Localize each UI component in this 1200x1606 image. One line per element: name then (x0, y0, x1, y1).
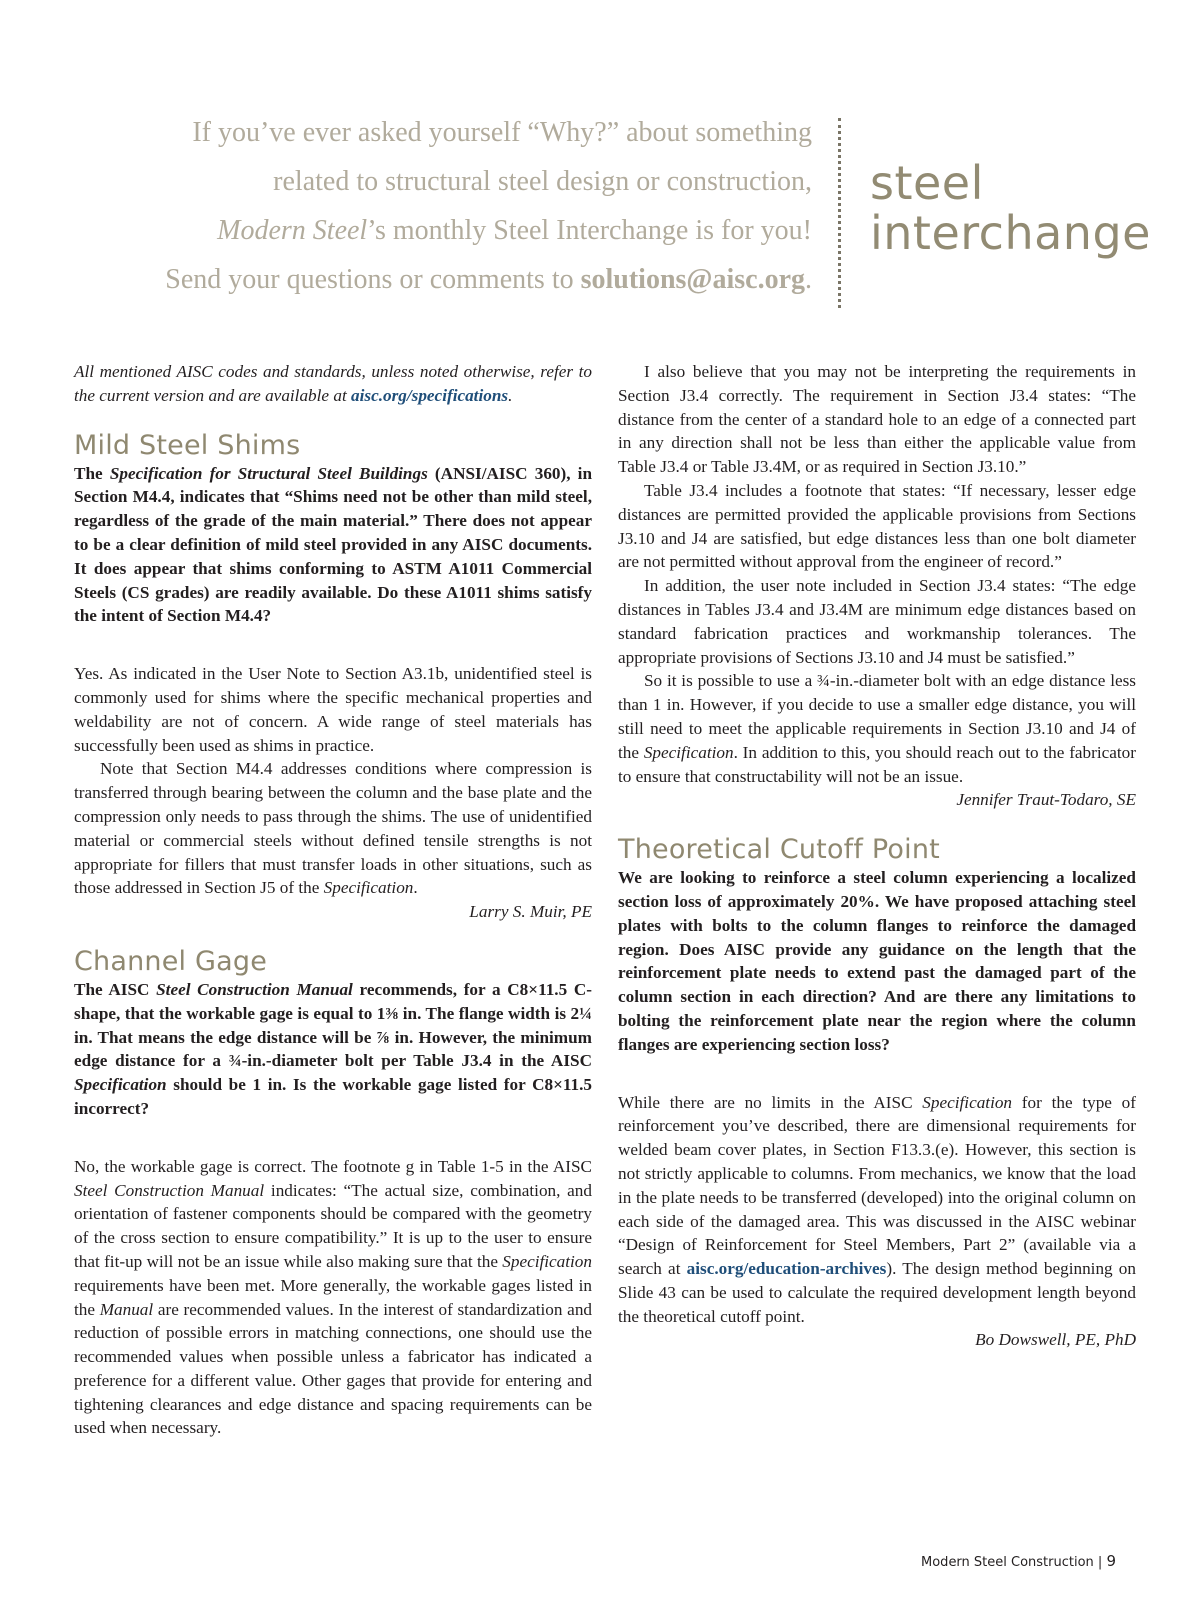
page-footer (921, 1552, 1116, 1570)
article-title-cutoff: Theoretical Cutoff Point (618, 834, 940, 866)
masthead-line-2: interchange (870, 206, 1151, 260)
answer-text: So it is possible to use a ¾-in.-diameter bolt with an edge distance less than 1 in. However, if you decide to use a smaller edge distance, you will still need to meet the applicable requirements in Section J3.10 and J4 of the (618, 671, 1136, 762)
left-column (74, 360, 592, 1440)
answer-gage-p1 (74, 1155, 592, 1441)
article-title-shims: Mild Steel Shims (74, 429, 301, 461)
intro-line-2: related to structural steel design or construction, (273, 166, 812, 197)
question-italic: Specification (74, 1075, 167, 1095)
answer-text: ). The design method beginning on Slide 43 can be used to calculate the required development length beyond the theoretical cutoff point. (618, 1259, 1136, 1326)
answer-gage-p5 (618, 669, 1136, 788)
section-masthead (870, 158, 1151, 258)
disclaimer-end: . (508, 385, 513, 405)
intro-line-3 (60, 206, 812, 255)
right-column (618, 360, 1136, 1352)
author-cutoff: Bo Dowswell, PE, PhD (975, 1330, 1136, 1350)
intro-line-3-rest: ’s monthly Steel Interchange is for you! (367, 215, 812, 246)
question-cutoff: We are looking to reinforce a steel column experiencing a localized section loss of approximately 20%. We have proposed attaching steel plates with bolts to the column flanges to reinforce the damaged region. Does AISC provide any guidance on the length that the reinforcement plate needs to extend past the damaged part of the column section in each direction? And are there any limitations to bolting the reinforcement plate near the region where the column flanges are experiencing section loss? (618, 868, 1136, 1054)
question-text: The AISC (74, 979, 157, 999)
page-number: 9 (1106, 1552, 1116, 1570)
answer-text: requirements have been met. More generally, the workable gages listed in the (74, 1275, 592, 1319)
intro-blurb (60, 108, 812, 304)
answer-cutoff (618, 1091, 1136, 1329)
intro-line-1: If you’ve ever asked yourself “Why?” about something (192, 117, 812, 148)
answer-text: No, the workable gage is correct. The footnote g in Table 1-5 in the AISC (74, 1156, 592, 1176)
answer-text: indicates: “The actual size, combination, and orientation of fastener components should be compared with the geometry of the cross section to ensure compatibility.” It is up to the user to ensure that fit-up will not be an issue while also making sure that the (74, 1180, 592, 1271)
question-shims (74, 462, 592, 629)
answer-text: . (413, 878, 418, 898)
answer-italic: Specification (922, 1092, 1013, 1112)
author-shims: Larry S. Muir, PE (469, 902, 592, 922)
disclaimer (74, 360, 592, 408)
intro-line-4-suffix: . (805, 264, 812, 295)
question-text: (ANSI/AISC 360), in Section M4.4, indicates that “Shims need not be other than mild steel, regardless of the grade of the main material.” There does not appear to be a clear definition of mild steel provided in any AISC documents. It does appear that shims conforming to ASTM A1011 Commercial Steels (CS grades) are readily available. Do these A1011 shims satisfy the intent of Section M4.4? (74, 463, 593, 626)
answer-italic: Specification (502, 1251, 592, 1271)
specifications-link[interactable]: aisc.org/specifications (351, 385, 509, 405)
answer-italic: Specification (643, 742, 734, 762)
answer-text: for the type of reinforcement you’ve described, there are dimensional requirements for welded beam cover plates, in Section F13.3.(e). However, this section is not strictly applicable to columns. From mechanics, we know that the load in the plate needs to be transferred (developed) into the original column on each side of the damaged area. This was discussed in the AISC webinar “Design of Reinforcement for Steel Members, Part 2” (available via a search at (618, 1092, 1136, 1279)
answer-text: While there are no limits in the AISC (618, 1092, 923, 1112)
answer-shims-p2 (74, 757, 592, 900)
dotted-divider (838, 118, 841, 308)
intro-line-4-prefix: Send your questions or comments to (165, 264, 581, 295)
answer-italic: Specification (323, 878, 414, 898)
answer-shims-p1: Yes. As indicated in the User Note to Section A3.1b, unidentified steel is commonly used for shims where the specific mechanical properties and weldability are not of concern. A wide range of steel materials has successfully been used as shims in practice. (74, 664, 592, 755)
answer-text: are recommended values. In the interest of standardization and reduction of possible errors in matching connections, one should use the recommended values when possible unless a fabricator has indicated a preference for a different value. Other gages that provide for entering and tightening clearances and edge distance and spacing requirements can be used when necessary. (74, 1299, 593, 1438)
question-italic: Steel Construction Manual (156, 979, 353, 999)
answer-text: Note that Section M4.4 addresses conditions where compression is transferred through bearing between the column and the base plate and the compression only needs to pass through the shims. The use of unidentified material or commercial steels without defined tensile strengths is not appropriate for fillers that must transfer loads in other situations, such as those addressed in Section J5 of the (74, 759, 592, 898)
contact-email-link[interactable]: solutions@aisc.org (580, 264, 805, 295)
question-italic: Specification for Structural Steel Buildings (109, 463, 428, 483)
disclaimer-text: All mentioned AISC codes and standards, unless noted otherwise, refer to the current version and are available at (74, 362, 592, 405)
question-text: recommends, for a C8×11.5 C-shape, that the workable gage is equal to 1⅜ in. The flange width is 2¼ in. That means the edge distance will be ⅞ in. However, the minimum edge distance for a ¾-in.-diameter bolt per Table J3.4 in the AISC (74, 979, 592, 1071)
answer-gage-p2: I also believe that you may not be interpreting the requirements in Section J3.4 correctly. The requirement in Section J3.4 states: “The distance from the center of a standard hole to an edge of a connected part in any direction shall not be less than either the applicable value from Table J3.4 or Table J3.4M, or as required in Section J3.10.” (618, 362, 1136, 477)
answer-text: . In addition to this, you should reach out to the fabricator to ensure that constructability will not be an issue. (618, 742, 1137, 786)
masthead-line-1: steel (870, 156, 984, 210)
answer-gage-p3: Table J3.4 includes a footnote that states: “If necessary, lesser edge distances are permitted provided the applicable provisions from Sections J3.10 and J4 are satisfied, but edge distances less than one bolt diameter are not permitted without approval from the engineer of record.” (618, 480, 1136, 572)
publication-name: Modern Steel Construction (921, 1555, 1094, 1570)
footer-separator: | (1093, 1555, 1107, 1570)
question-text: The (74, 463, 110, 483)
intro-magazine-name: Modern Steel (217, 215, 368, 246)
answer-gage-p4: In addition, the user note included in Section J3.4 states: “The edge distances in Tables J3.4 and J3.4M are minimum edge distances based on standard fabrication practices and workmanship tolerances. The appropriate provisions of Sections J3.10 and J4 must be satisfied.” (618, 576, 1136, 667)
answer-italic: Steel Construction Manual (74, 1180, 265, 1200)
author-gage: Jennifer Traut-Todaro, SE (956, 790, 1136, 810)
intro-line-4 (60, 255, 812, 304)
article-title-gage: Channel Gage (74, 945, 268, 977)
education-archives-link[interactable]: aisc.org/education-archives (686, 1259, 887, 1279)
answer-italic: Manual (99, 1299, 154, 1319)
question-gage (74, 978, 592, 1121)
question-text: should be 1 in. Is the workable gage listed for C8×11.5 incorrect? (74, 1075, 592, 1118)
